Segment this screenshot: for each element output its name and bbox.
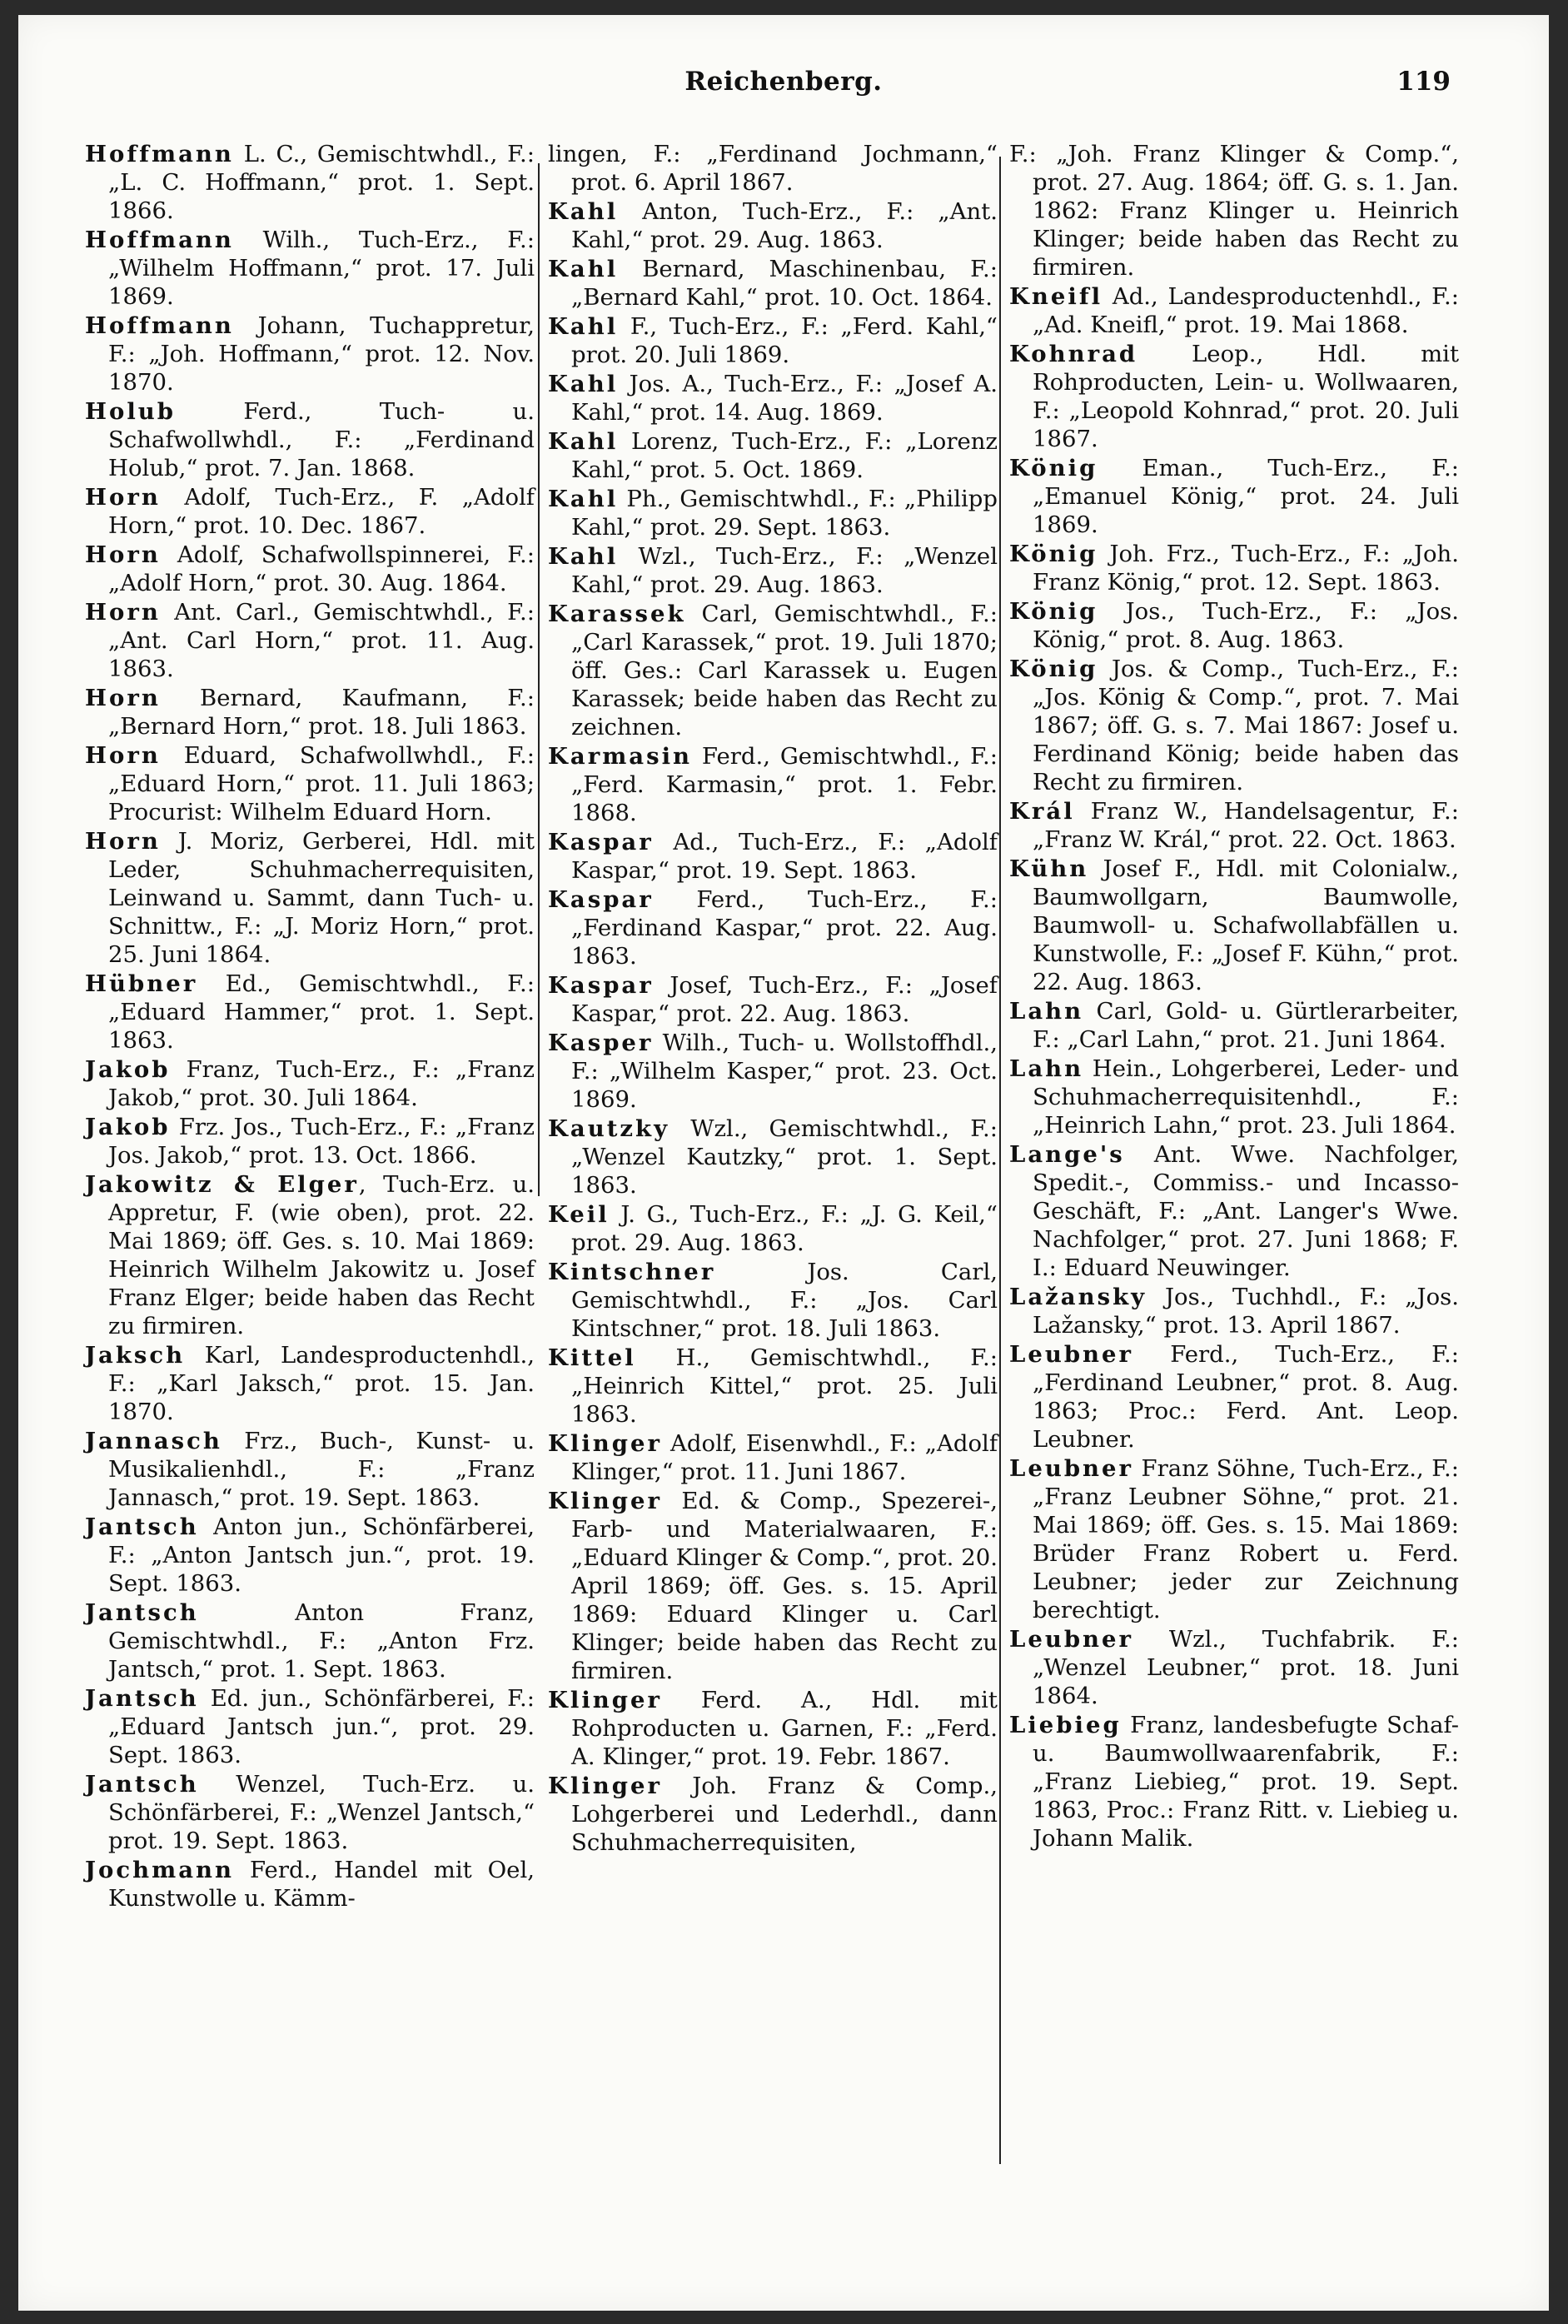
directory-entry [85, 1055, 535, 1112]
directory-entry [548, 828, 998, 885]
entry-text: Wilh., Tuch- u. Wollstoffhdl., F.: „Wilhelm Kasper,“ prot. 23. Oct. 1869. [571, 1030, 998, 1113]
directory-entry [1009, 855, 1459, 996]
entry-text: Jos. & Comp., Tuch-Erz., F.: „Jos. König & Comp.“, prot. 7. Mai 1867; öff. G. s. 7. Mai 1867: Josef u. Ferdinand König; beide haben das Recht zu firmiren. [1033, 656, 1459, 795]
firm-name: Horn [85, 484, 161, 511]
entry-text: Ad., Tuch-Erz., F.: „Adolf Kaspar,“ prot. 19. Sept. 1863. [571, 829, 998, 884]
entry-text: Frz. Jos., Tuch-Erz., F.: „Franz Jos. Jakob,“ prot. 13. Oct. 1866. [108, 1114, 535, 1169]
directory-entry [85, 140, 535, 225]
directory-entry [85, 1856, 535, 1913]
firm-name: Jochmann [85, 1857, 234, 1883]
firm-name: Kahl [548, 486, 619, 512]
firm-name: Kasper [548, 1030, 654, 1056]
directory-entry [1009, 540, 1459, 596]
firm-name: Lange's [1009, 1141, 1125, 1168]
firm-name: Kahl [548, 313, 619, 340]
entry-text: Frz., Buch-, Kunst- u. Musikalienhdl., F.: „Franz Jannasch,“ prot. 19. Sept. 1863. [108, 1428, 535, 1511]
column-3 [1009, 140, 1459, 1853]
directory-entry [85, 312, 535, 396]
directory-entry [548, 1686, 998, 1771]
directory-entry [85, 1113, 535, 1169]
page-number: 119 [1396, 67, 1451, 97]
directory-entry [1009, 282, 1459, 339]
directory-entry [1009, 1140, 1459, 1282]
firm-name: Keil [548, 1201, 610, 1228]
firm-name: Kühn [1009, 855, 1089, 882]
firm-name: Kahl [548, 256, 619, 282]
firm-name: Lahn [1009, 998, 1084, 1025]
directory-entry [85, 1341, 535, 1426]
directory-entry [85, 483, 535, 540]
directory-entry [85, 1513, 535, 1598]
directory-entry [1009, 1283, 1459, 1339]
entry-text: lingen, F.: „Ferdinand Jochmann,“ prot. 6. April 1867. [548, 141, 998, 196]
entry-text: Ed. jun., Schönfärberei, F.: „Eduard Jantsch jun.“, prot. 29. Sept. 1863. [108, 1685, 535, 1768]
firm-name: Kittel [548, 1344, 636, 1371]
entry-text: Ferd., Tuch- u. Schafwollwhdl., F.: „Ferdinand Holub,“ prot. 7. Jan. 1868. [108, 398, 535, 481]
firm-name: Kneifl [1009, 283, 1103, 310]
firm-name: Karmasin [548, 743, 693, 770]
column-rule [999, 157, 1001, 2164]
directory-entry [85, 598, 535, 683]
column-2 [548, 140, 998, 1858]
column-1 [85, 140, 535, 1913]
entry-text: Anton Franz, Gemischtwhdl., F.: „Anton Frz. Jantsch,“ prot. 1. Sept. 1863. [108, 1599, 535, 1683]
directory-entry [85, 1770, 535, 1855]
entry-text: Hein., Lohgerberei, Leder- und Schuhmacherrequisitenhdl., F.: „Heinrich Lahn,“ prot. 23. Juli 1864. [1033, 1055, 1459, 1139]
entry-text: Ferd., Tuch-Erz., F.: „Ferdinand Leubner,“ prot. 8. Aug. 1863; Proc.: Ferd. Ant. Leop. Leubner. [1033, 1341, 1459, 1453]
firm-name: Karassek [548, 601, 686, 627]
firm-name: König [1009, 541, 1098, 567]
directory-entry [85, 827, 535, 969]
directory-entry [85, 1427, 535, 1512]
entry-text: Franz W., Handelsagentur, F.: „Franz W. Král,“ prot. 22. Oct. 1863. [1033, 798, 1459, 853]
firm-name: Kahl [548, 371, 619, 397]
entry-text: Leop., Hdl. mit Rohproducten, Lein- u. Wollwaaren, F.: „Leopold Kohnrad,“ prot. 20. Juli 1867. [1033, 341, 1459, 452]
firm-name: König [1009, 455, 1098, 481]
firm-name: Jantsch [85, 1685, 199, 1712]
column-rule [538, 163, 540, 1196]
entry-text: F., Tuch-Erz., F.: „Ferd. Kahl,“ prot. 20. Juli 1869. [571, 313, 998, 368]
entry-text: L. C., Gemischtwhdl., F.: „L. C. Hoffmann,“ prot. 1. Sept. 1866. [108, 141, 535, 224]
entry-text: Carl, Gemischtwhdl., F.: „Carl Karassek,“ prot. 19. Juli 1870; öff. Ges.: Carl Karassek u. Eugen Karassek; beide haben das Recht zu zeichnen. [571, 601, 998, 741]
entry-text: J. G., Tuch-Erz., F.: „J. G. Keil,“ prot. 29. Aug. 1863. [571, 1201, 998, 1256]
directory-entry [548, 1029, 998, 1114]
directory-entry [548, 1429, 998, 1486]
directory-entry [548, 885, 998, 970]
firm-name: Leubner [1009, 1626, 1134, 1653]
directory-entry [548, 1344, 998, 1429]
directory-entry [1009, 340, 1459, 453]
directory-entry [1009, 797, 1459, 854]
firm-name: Jannasch [85, 1428, 222, 1454]
entry-text: Ant. Wwe. Nachfolger, Spedit.-, Commiss.- und Incasso-Geschäft, F.: „Ant. Langer's Wwe. Nachfolger,“ prot. 27. Juni 1868; F. I.: Eduard Neuwinger. [1033, 1141, 1459, 1281]
firm-name: König [1009, 656, 1098, 682]
directory-entry [85, 1170, 535, 1340]
firm-name: Jakob [85, 1114, 171, 1140]
directory-entry [548, 971, 998, 1028]
firm-name: Jantsch [85, 1514, 199, 1540]
firm-name: Hoffmann [85, 312, 234, 339]
firm-name: Holub [85, 398, 176, 425]
directory-entry [548, 600, 998, 741]
entry-text: Ad., Landesproductenhdl., F.: „Ad. Kneifl,“ prot. 19. Mai 1868. [1033, 283, 1459, 338]
firm-name: Klinger [548, 1773, 663, 1799]
firm-name: Lahn [1009, 1055, 1084, 1082]
directory-entry [85, 684, 535, 741]
firm-name: Kintschner [548, 1259, 716, 1285]
document-page [18, 15, 1549, 2311]
directory-entry [85, 1598, 535, 1683]
directory-entry [548, 140, 998, 197]
entry-text: Franz, Tuch-Erz., F.: „Franz Jakob,“ prot. 30. Juli 1864. [108, 1056, 535, 1111]
firm-name: Horn [85, 685, 161, 711]
firm-name: Jantsch [85, 1771, 199, 1798]
page-header [18, 67, 1549, 117]
entry-text: Johann, Tuchappretur, F.: „Joh. Hoffmann,“ prot. 12. Nov. 1870. [108, 312, 535, 396]
firm-name: Horn [85, 541, 161, 568]
firm-name: Kautzky [548, 1115, 670, 1142]
entry-text: Ant. Carl., Gemischtwhdl., F.: „Ant. Carl Horn,“ prot. 11. Aug. 1863. [108, 599, 535, 682]
entry-text: Ferd., Gemischtwhdl., F.: „Ferd. Karmasin,“ prot. 1. Febr. 1868. [571, 743, 998, 826]
entry-text: Ed., Gemischtwhdl., F.: „Eduard Hammer,“ prot. 1. Sept. 1863. [108, 970, 535, 1054]
directory-entry [548, 197, 998, 254]
entry-text: Ferd., Tuch-Erz., F.: „Ferdinand Kaspar,“ prot. 22. Aug. 1863. [571, 886, 998, 970]
entry-text: Wilh., Tuch-Erz., F.: „Wilhelm Hoffmann,“ prot. 17. Juli 1869. [108, 227, 535, 310]
entry-text: Josef F., Hdl. mit Colonialw., Baumwollgarn, Baumwolle, Baumwoll- u. Schafwollabfällen u. Kunstwolle, F.: „Josef F. Kühn,“ prot. 22. Aug. 1863. [1033, 855, 1459, 995]
firm-name: Král [1009, 798, 1075, 825]
entry-text: F.: „Joh. Franz Klinger & Comp.“, prot. 27. Aug. 1864; öff. G. s. 1. Jan. 1862: Franz Klinger u. Heinrich Klinger; beide haben das Recht zu firmiren. [1009, 141, 1459, 281]
entry-text: Joh. Franz & Comp., Lohgerberei und Lederhdl., dann Schuhmacherrequisiten, [571, 1773, 998, 1856]
firm-name: Kaspar [548, 972, 654, 999]
firm-name: Jakowitz & Elger [85, 1171, 359, 1198]
entry-text: Anton jun., Schönfärberei, F.: „Anton Jantsch jun.“, prot. 19. Sept. 1863. [108, 1514, 535, 1597]
entry-text: Ferd. A., Hdl. mit Rohproducten u. Garnen, F.: „Ferd. A. Klinger,“ prot. 19. Febr. 1867. [571, 1687, 998, 1770]
entry-text: Jos., Tuchhdl., F.: „Jos. Lažansky,“ prot. 13. April 1867. [1033, 1284, 1459, 1339]
directory-entry [548, 1772, 998, 1857]
entry-text: Jos. A., Tuch-Erz., F.: „Josef A. Kahl,“ prot. 14. Aug. 1869. [571, 371, 998, 426]
firm-name: Leubner [1009, 1455, 1134, 1482]
running-title: Reichenberg. [684, 67, 883, 97]
firm-name: Klinger [548, 1430, 663, 1457]
entry-text: Joh. Frz., Tuch-Erz., F.: „Joh. Franz König,“ prot. 12. Sept. 1863. [1033, 541, 1459, 596]
firm-name: Jakob [85, 1056, 171, 1083]
directory-entry [85, 226, 535, 311]
entry-text: Ph., Gemischtwhdl., F.: „Philipp Kahl,“ prot. 29. Sept. 1863. [571, 486, 998, 541]
entry-text: Ferd., Handel mit Oel, Kunstwolle u. Kämm- [108, 1857, 535, 1912]
entry-text: Jos. Carl, Gemischtwhdl., F.: „Jos. Carl Kintschner,“ prot. 18. Juli 1863. [571, 1259, 998, 1342]
entry-text: Adolf, Tuch-Erz., F. „Adolf Horn,“ prot. 10. Dec. 1867. [108, 484, 535, 539]
directory-entry [548, 742, 998, 827]
directory-entry [85, 1684, 535, 1769]
firm-name: Horn [85, 599, 161, 626]
entry-text: Eduard, Schafwollwhdl., F.: „Eduard Horn,“ prot. 11. Juli 1863; Procurist: Wilhelm Eduard Horn. [108, 742, 535, 825]
directory-entry [548, 312, 998, 369]
entry-text: Wzl., Gemischtwhdl., F.: „Wenzel Kautzky,“ prot. 1. Sept. 1863. [571, 1115, 998, 1199]
entry-text: Wenzel, Tuch-Erz. u. Schönfärberei, F.: „Wenzel Jantsch,“ prot. 19. Sept. 1863. [108, 1771, 535, 1854]
entry-text: Karl, Landesproductenhdl., F.: „Karl Jaksch,“ prot. 15. Jan. 1870. [108, 1342, 535, 1425]
entry-text: Franz Söhne, Tuch-Erz., F.: „Franz Leubner Söhne,“ prot. 21. Mai 1869; öff. Ges. s. 15. Mai 1869: Brüder Franz Robert u. Ferd. Leubner; jeder zur Zeichnung berechtigt. [1033, 1455, 1459, 1623]
firm-name: Leubner [1009, 1341, 1134, 1368]
directory-entry [85, 541, 535, 597]
firm-name: Liebieg [1009, 1712, 1122, 1738]
firm-name: Kaspar [548, 829, 654, 855]
entry-text: Ed. & Comp., Spezerei-, Farb- und Materialwaaren, F.: „Eduard Klinger & Comp.“, prot. 20. April 1869; öff. Ges. s. 15. April 1869: Eduard Klinger u. Carl Klinger; beide haben das Recht zu firmiren. [571, 1488, 998, 1684]
directory-entry [85, 970, 535, 1055]
directory-entry [1009, 454, 1459, 539]
firm-name: Horn [85, 742, 161, 769]
directory-entry [1009, 1454, 1459, 1624]
entry-text: Wzl., Tuchfabrik. F.: „Wenzel Leubner,“ prot. 18. Juni 1864. [1033, 1626, 1459, 1709]
directory-entry [548, 1200, 998, 1257]
firm-name: Klinger [548, 1687, 663, 1713]
directory-entry [548, 370, 998, 426]
directory-entry [1009, 140, 1459, 282]
directory-entry [548, 542, 998, 599]
directory-entry [548, 485, 998, 541]
firm-name: Lažansky [1009, 1284, 1147, 1310]
entry-text: Adolf, Schafwollspinnerei, F.: „Adolf Horn,“ prot. 30. Aug. 1864. [108, 541, 535, 596]
entry-text: Franz, landesbefugte Schaf- u. Baumwollwaarenfabrik, F.: „Franz Liebieg,“ prot. 19. Sept. 1863, Proc.: Franz Ritt. v. Liebieg u. Johann Malik. [1033, 1712, 1459, 1852]
directory-entry [548, 1115, 998, 1199]
entry-text: Bernard, Kaufmann, F.: „Bernard Horn,“ prot. 18. Juli 1863. [108, 685, 535, 740]
directory-entry [1009, 597, 1459, 654]
firm-name: Jaksch [85, 1342, 186, 1369]
entry-text: , Tuch-Erz. u. Appretur, F. (wie oben), prot. 22. Mai 1869; öff. Ges. s. 10. Mai 1869: Heinrich Wilhelm Jakowitz u. Josef Franz Elger; beide haben das Recht zu firmiren. [108, 1171, 535, 1339]
firm-name: Kahl [548, 428, 619, 455]
entry-text: Josef, Tuch-Erz., F.: „Josef Kaspar,“ prot. 22. Aug. 1863. [571, 972, 998, 1027]
directory-columns [85, 140, 1459, 2272]
entry-text: Anton, Tuch-Erz., F.: „Ant. Kahl,“ prot. 29. Aug. 1863. [571, 198, 998, 253]
entry-text: Lorenz, Tuch-Erz., F.: „Lorenz Kahl,“ prot. 5. Oct. 1869. [571, 428, 998, 483]
entry-text: Bernard, Maschinenbau, F.: „Bernard Kahl,“ prot. 10. Oct. 1864. [571, 256, 998, 311]
entry-text: Eman., Tuch-Erz., F.: „Emanuel König,“ prot. 24. Juli 1869. [1033, 455, 1459, 538]
firm-name: Hübner [85, 970, 198, 997]
directory-entry [1009, 997, 1459, 1054]
firm-name: Jantsch [85, 1599, 199, 1626]
directory-entry [548, 1487, 998, 1685]
directory-entry [1009, 1625, 1459, 1710]
firm-name: Kahl [548, 198, 619, 225]
directory-entry [85, 397, 535, 482]
directory-entry [85, 741, 535, 826]
firm-name: König [1009, 598, 1098, 625]
firm-name: Hoffmann [85, 227, 234, 253]
firm-name: Hoffmann [85, 141, 234, 167]
directory-entry [1009, 1340, 1459, 1454]
directory-entry [548, 1258, 998, 1343]
directory-entry [1009, 1711, 1459, 1853]
directory-entry [548, 255, 998, 312]
firm-name: Kaspar [548, 886, 654, 913]
entry-text: Carl, Gold- u. Gürtlerarbeiter, F.: „Carl Lahn,“ prot. 21. Juni 1864. [1033, 998, 1459, 1053]
entry-text: J. Moriz, Gerberei, Hdl. mit Leder, Schuhmacherrequisiten, Leinwand u. Sammt, dann Tuch- u. Schnittw., F.: „J. Moriz Horn,“ prot. 25. Juni 1864. [108, 828, 535, 968]
entry-text: Adolf, Eisenwhdl., F.: „Adolf Klinger,“ prot. 11. Juni 1867. [571, 1430, 998, 1485]
firm-name: Horn [85, 828, 161, 855]
entry-text: Jos., Tuch-Erz., F.: „Jos. König,“ prot. 8. Aug. 1863. [1033, 598, 1459, 653]
directory-entry [548, 427, 998, 484]
directory-entry [1009, 655, 1459, 796]
firm-name: Klinger [548, 1488, 663, 1514]
entry-text: H., Gemischtwhdl., F.: „Heinrich Kittel,“ prot. 25. Juli 1863. [571, 1344, 998, 1428]
firm-name: Kohnrad [1009, 341, 1138, 367]
directory-entry [1009, 1055, 1459, 1140]
firm-name: Kahl [548, 543, 619, 570]
entry-text: Wzl., Tuch-Erz., F.: „Wenzel Kahl,“ prot. 29. Aug. 1863. [571, 543, 998, 598]
